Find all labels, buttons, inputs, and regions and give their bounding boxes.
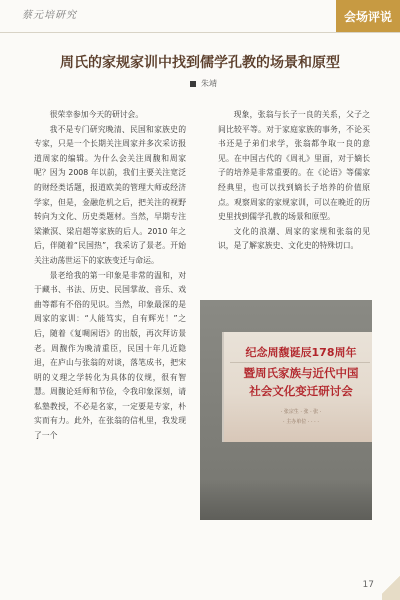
journal-name: 蔡元培研究 xyxy=(22,10,77,21)
paragraph: 文化的浪潮、周家的家规和张翁的见识，是了解家族史、文化史的特殊切口。 xyxy=(218,226,370,251)
banner-line-1: 纪念周馥诞辰178周年 xyxy=(245,346,357,359)
article-title: 周氏的家规家训中找到儒学孔教的场景和原型 xyxy=(60,55,340,71)
paragraph: 很荣幸参加今天的研讨会。 xyxy=(49,110,144,119)
author-name: 朱靖 xyxy=(201,79,217,88)
author-line xyxy=(190,78,217,89)
banner-subtitle: · 张宗生 · 张 · 张 · xyxy=(280,409,322,415)
left-text-column xyxy=(34,108,186,444)
banner-line-2: 暨周氏家族与近代中国 xyxy=(243,366,359,380)
square-bullet-icon xyxy=(190,81,196,87)
conference-photo xyxy=(200,300,372,520)
paragraph: 现象，张翁与长子一良的关系，父子之间比较平等。对于家庭家族的事务，不论买书还是子弟们求学，张翁都争取一良的意见。在中国古代的《周礼》里面，对于嫡长子的培养是非常重要的。在《论语》等儒家经典里，也可以找到嫡长子培养的价值原点。观察周家的家规家训，可以在晚近的历史里找到儒学孔教的场景和原型。 xyxy=(218,110,370,222)
right-text-column xyxy=(218,108,370,254)
banner-organizer: · 主办单位 · · · · xyxy=(283,419,319,425)
paragraph: 我不是专门研究晚清、民国和家族史的专家，只是一个长期关注周家并多次采访报道周家的编辑。为什么会关注周馥和周家呢？因为 2008 年以前，我们主要关注宽泛的财经类话题，报道欧美的管理大师或经济学家，但是，金融危机之后，把关注的视野转向为文化、历史类题材。当然，早期专注梁漱溟、梁启超等家族的后人。2010 年之后，伴随着“民国热”，我采访了景老。开始关注动荡世运下的家族变迁与命运。 xyxy=(34,124,186,265)
banner-divider xyxy=(230,362,370,363)
page-header xyxy=(0,0,400,33)
banner-line-3: 社会文化变迁研讨会 xyxy=(249,384,353,398)
page-corner-accent xyxy=(382,570,400,600)
projection-screen xyxy=(222,332,372,442)
page-number: 17 xyxy=(362,580,374,590)
paragraph: 景老给我的第一印象是非常的温和，对于藏书、书法、历史、民国掌故、音乐、戏曲等都有不俗的见识。当然，印象最深的是周家的家训：“人能笃实，自有辉光！”之后，随着《复啁闲语》的出版，再次拜访景老。周馥作为晚清重臣，民国十年几近隐退，在庐山与张翁的对谈，落笔成书，把宋明的义理之学转化为具体的仪规，很有智慧。周馥论廷师和节俭，令我印象深刻，请私塾教授，不必是名家，一定要是专家，朴实而有力。此外，在张翁的信札里，我发现了一个 xyxy=(34,270,186,441)
section-tag: 会场评说 xyxy=(336,0,400,32)
photo-shade xyxy=(200,480,372,520)
